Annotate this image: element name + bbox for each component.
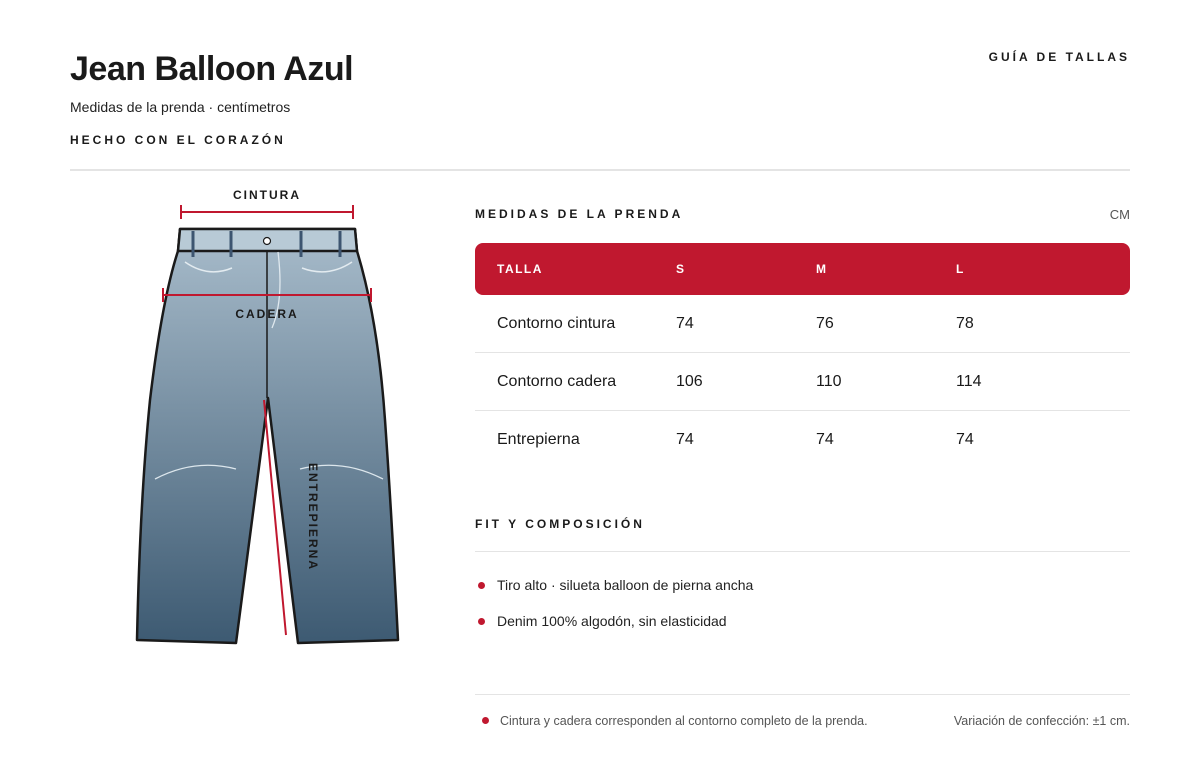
button-icon xyxy=(264,238,271,245)
hip-label: CADERA xyxy=(235,307,299,321)
measurements-heading: MEDIDAS DE LA PRENDA xyxy=(475,207,684,221)
table-row xyxy=(475,353,1130,411)
table-row xyxy=(475,295,1130,353)
table-cell: 106 xyxy=(676,372,703,390)
jeans-diagram xyxy=(120,180,420,660)
list-item xyxy=(475,613,753,649)
table-cell: 76 xyxy=(816,314,834,332)
column-header: M xyxy=(816,262,828,276)
table-cell: 78 xyxy=(956,314,974,332)
inseam-label: ENTREPIERNA xyxy=(306,463,320,572)
table-cell: 110 xyxy=(816,372,842,390)
table-cell: 74 xyxy=(676,314,694,332)
table-cell: 114 xyxy=(956,372,982,390)
footer-divider xyxy=(475,694,1130,695)
tolerance-note: Variación de confección: ±1 cm. xyxy=(953,714,1130,728)
bullet-icon xyxy=(478,582,485,589)
bullet-icon xyxy=(482,717,489,724)
table-cell: 74 xyxy=(956,430,974,448)
column-header: S xyxy=(676,262,686,276)
column-header: TALLA xyxy=(497,262,543,276)
list-item xyxy=(475,577,753,613)
tagline: HECHO CON EL CORAZÓN xyxy=(70,133,286,147)
column-header: L xyxy=(956,262,965,276)
size-guide-link[interactable]: GUÍA DE TALLAS xyxy=(988,50,1130,64)
footer-note xyxy=(482,714,868,728)
fit-item-text: Denim 100% algodón, sin elasticidad xyxy=(497,613,727,629)
table-cell: 74 xyxy=(676,430,694,448)
waist-label: CINTURA xyxy=(233,188,301,202)
row-label: Entrepierna xyxy=(497,430,580,448)
table-cell: 74 xyxy=(816,430,834,448)
footer-note-text: Cintura y cadera corresponden al contorno completo de la prenda. xyxy=(500,714,868,728)
fit-list xyxy=(475,577,753,649)
fit-item-text: Tiro alto · silueta balloon de pierna ancha xyxy=(497,577,754,593)
row-label: Contorno cintura xyxy=(497,314,616,332)
page-subtitle: Medidas de la prenda · centímetros xyxy=(70,99,291,115)
unit-label: CM xyxy=(1109,207,1130,222)
fit-divider xyxy=(475,551,1130,552)
page-title: Jean Balloon Azul xyxy=(70,50,354,88)
waist-measure-line xyxy=(181,205,353,219)
size-table xyxy=(475,243,1130,468)
bullet-icon xyxy=(478,618,485,625)
table-row xyxy=(475,411,1130,468)
table-header xyxy=(475,243,1130,295)
row-label: Contorno cadera xyxy=(497,372,617,390)
header-divider xyxy=(70,169,1130,171)
fit-heading: FIT Y COMPOSICIÓN xyxy=(475,517,645,531)
